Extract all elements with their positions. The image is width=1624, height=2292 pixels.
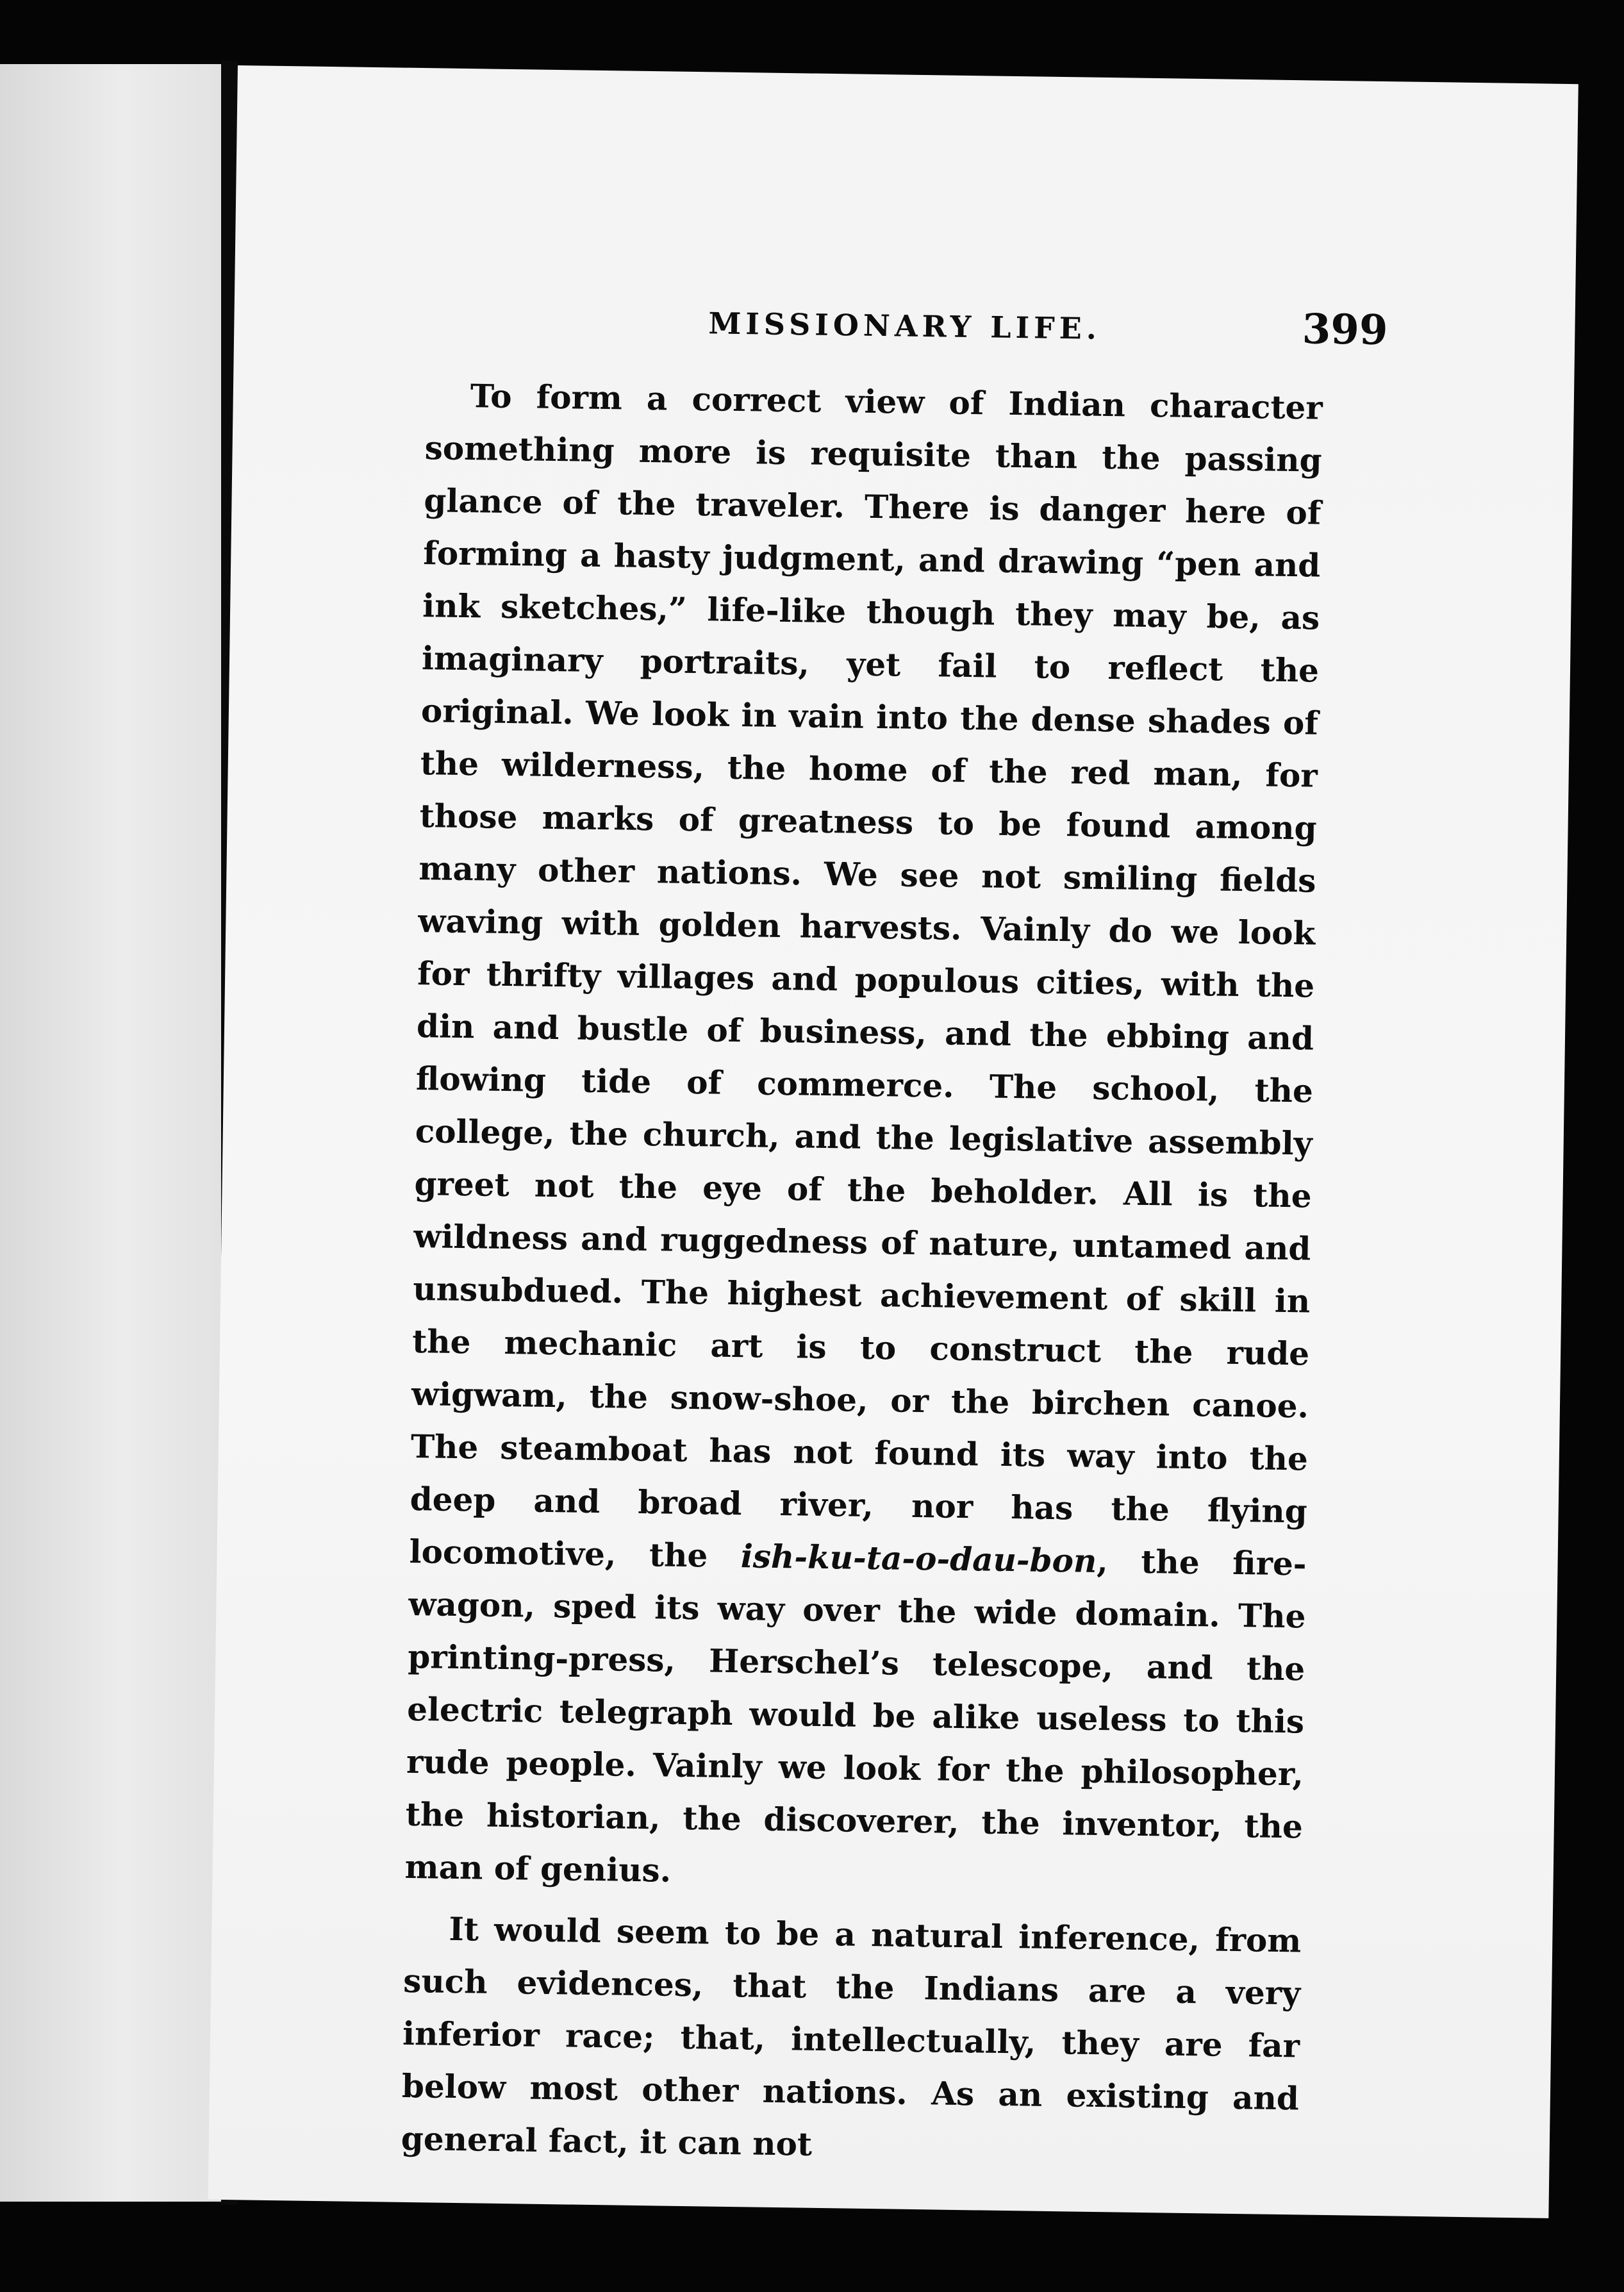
facing-page-left <box>0 64 221 2202</box>
paragraph-1-italic-term: ish-ku-ta-o-dau-bon <box>740 1537 1097 1580</box>
paragraph-1-text-b: , the fire-wagon, sped its way over the wide domain. The printing-press, Herschel’s telescope, and the electric telegraph would be alike useless to this rude people. Vainly we look for the philosopher, the historian, the discoverer, the inventor, the man of genius. <box>404 1541 1307 1889</box>
page-header <box>234 286 1388 360</box>
running-head: MISSIONARY LIFE. <box>708 306 1102 346</box>
page-number: 399 <box>1302 305 1388 355</box>
paragraph-1 <box>404 369 1323 1906</box>
book-page <box>208 65 1578 2218</box>
paragraph-1-text-a: To form a correct view of Indian character something more is requisite than the passing glance of the traveler. There is danger here of forming a hasty judgment, and drawing “pen and ink sketches,” life-like though they may be, as imaginary portraits, yet fail to reflect the original. We look in vain into the dense shades of the wilderness, the home of the red man, for those marks of greatness to be found among many other nations. We see not smiling fields waving with golden harvests. Vainly do we look for thrifty villages and populous cities, with the din and bustle of business, and the ebbing and flowing tide of commerce. The school, the college, the church, and the legislative assembly greet not the eye of the beholder. All is the wildness and ruggedness of nature, untamed and unsubdued. The highest achievement of skill in the mechanic art is to construct the rude wigwam, the snow-shoe, or the birchen canoe. The steamboat has not found its way into the deep and broad river, nor has the flying locomotive, the <box>409 377 1323 1575</box>
body-text <box>401 369 1323 2177</box>
paragraph-2: It would seem to be a natural inference, from such evidences, that the Indians are a very inferior race; that, intellectually, they are far below most other nations. As an existing and general fact, it can not <box>401 1909 1302 2163</box>
